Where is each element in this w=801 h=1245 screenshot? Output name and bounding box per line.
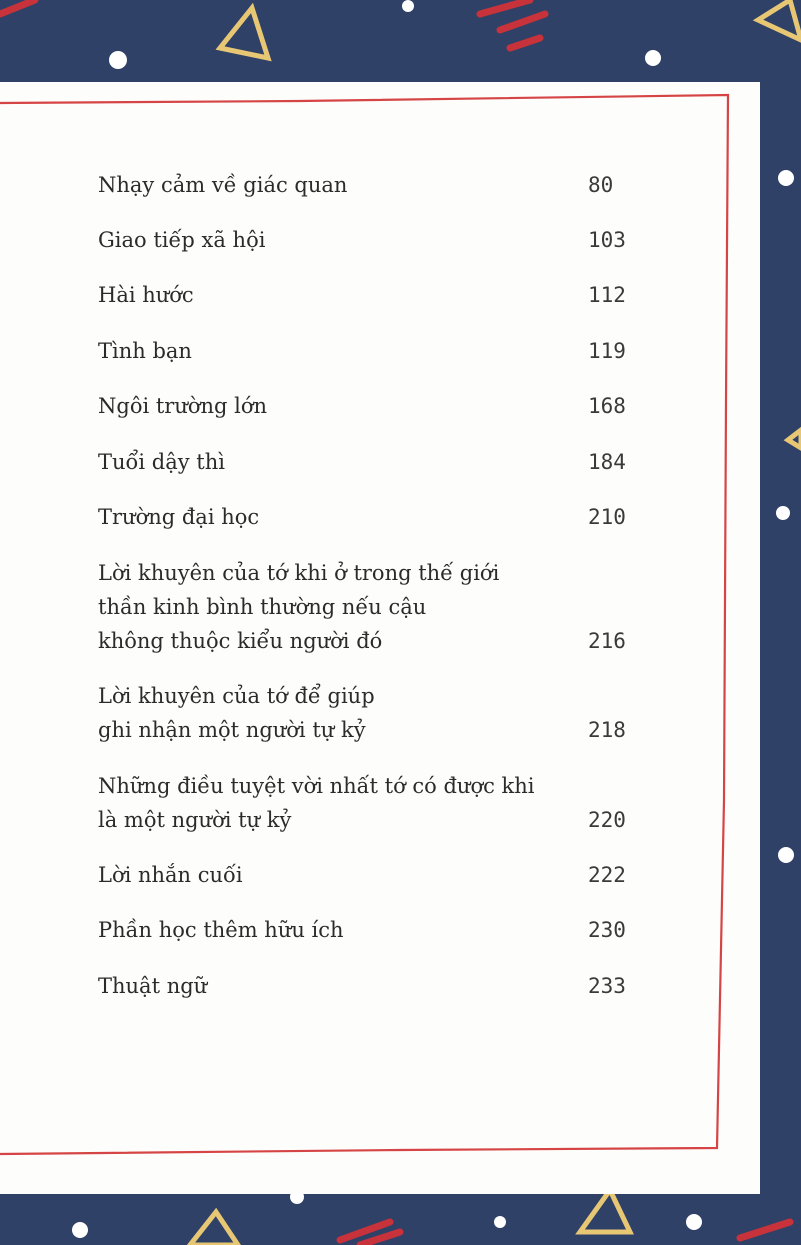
toc-page-number: 168 (588, 394, 626, 418)
toc-entry-line: Ngôi trường lớn (98, 394, 268, 418)
toc-entry-line: Thuật ngữ (98, 974, 208, 998)
toc-entry-line: Lời khuyên của tớ khi ở trong thế giới (98, 561, 500, 585)
toc-entry-title (98, 858, 568, 892)
toc-entry-line: không thuộc kiểu người đó (98, 629, 383, 653)
toc-entry (98, 445, 678, 479)
toc-entry-title (98, 679, 568, 747)
toc-entry-line: Hài hước (98, 283, 194, 307)
toc-entry-line: Trường đại học (98, 505, 260, 529)
toc-page-number: 222 (588, 863, 626, 887)
toc-page-number: 210 (588, 505, 626, 529)
toc-page-number: 103 (588, 228, 626, 252)
toc-entry (98, 500, 678, 534)
toc-entry-title (98, 168, 568, 202)
toc-entry (98, 679, 678, 747)
toc-page-number: 119 (588, 339, 626, 363)
toc-page-number: 112 (588, 283, 626, 307)
toc-entry-line: Lời khuyên của tớ để giúp (98, 684, 375, 708)
toc-entry (98, 223, 678, 257)
toc-entry (98, 389, 678, 423)
toc-entry-title (98, 223, 568, 257)
toc-entry (98, 969, 678, 1003)
toc-page-number: 218 (588, 718, 626, 742)
toc-entry-line: Tuổi dậy thì (98, 450, 225, 474)
toc-page-number: 80 (588, 173, 614, 197)
toc-entry-line: là một người tự kỷ (98, 808, 292, 832)
toc-entry-line: ghi nhận một người tự kỷ (98, 718, 366, 742)
toc-entry-title (98, 913, 568, 947)
toc-page-number: 216 (588, 629, 626, 653)
toc-entry (98, 278, 678, 312)
toc-page-number: 220 (588, 808, 626, 832)
toc-entry-title (98, 445, 568, 479)
toc-entry-line: Những điều tuyệt vời nhất tớ có được khi (98, 774, 535, 798)
toc-entry (98, 556, 678, 658)
toc-entry-title (98, 278, 568, 312)
toc-entry-line: Phần học thêm hữu ích (98, 918, 344, 942)
toc-entry-line: thần kinh bình thường nếu cậu (98, 595, 427, 619)
toc-entry (98, 334, 678, 368)
toc-page-number: 184 (588, 450, 626, 474)
toc-entry (98, 858, 678, 892)
toc-entry-title (98, 334, 568, 368)
toc-page-number: 233 (588, 974, 626, 998)
toc-entry-title (98, 500, 568, 534)
toc-entry-title (98, 769, 568, 837)
toc-entry (98, 769, 678, 837)
toc-entry (98, 913, 678, 947)
toc-entry-line: Nhạy cảm về giác quan (98, 173, 348, 197)
toc-entry-title (98, 969, 568, 1003)
toc-entry-line: Lời nhắn cuối (98, 863, 243, 887)
toc-entry-title (98, 389, 568, 423)
toc-page-number: 230 (588, 918, 626, 942)
toc-entry-line: Giao tiếp xã hội (98, 228, 266, 252)
toc-entry (98, 168, 678, 202)
toc-entry-title (98, 556, 568, 658)
toc-entry-line: Tình bạn (98, 339, 192, 363)
